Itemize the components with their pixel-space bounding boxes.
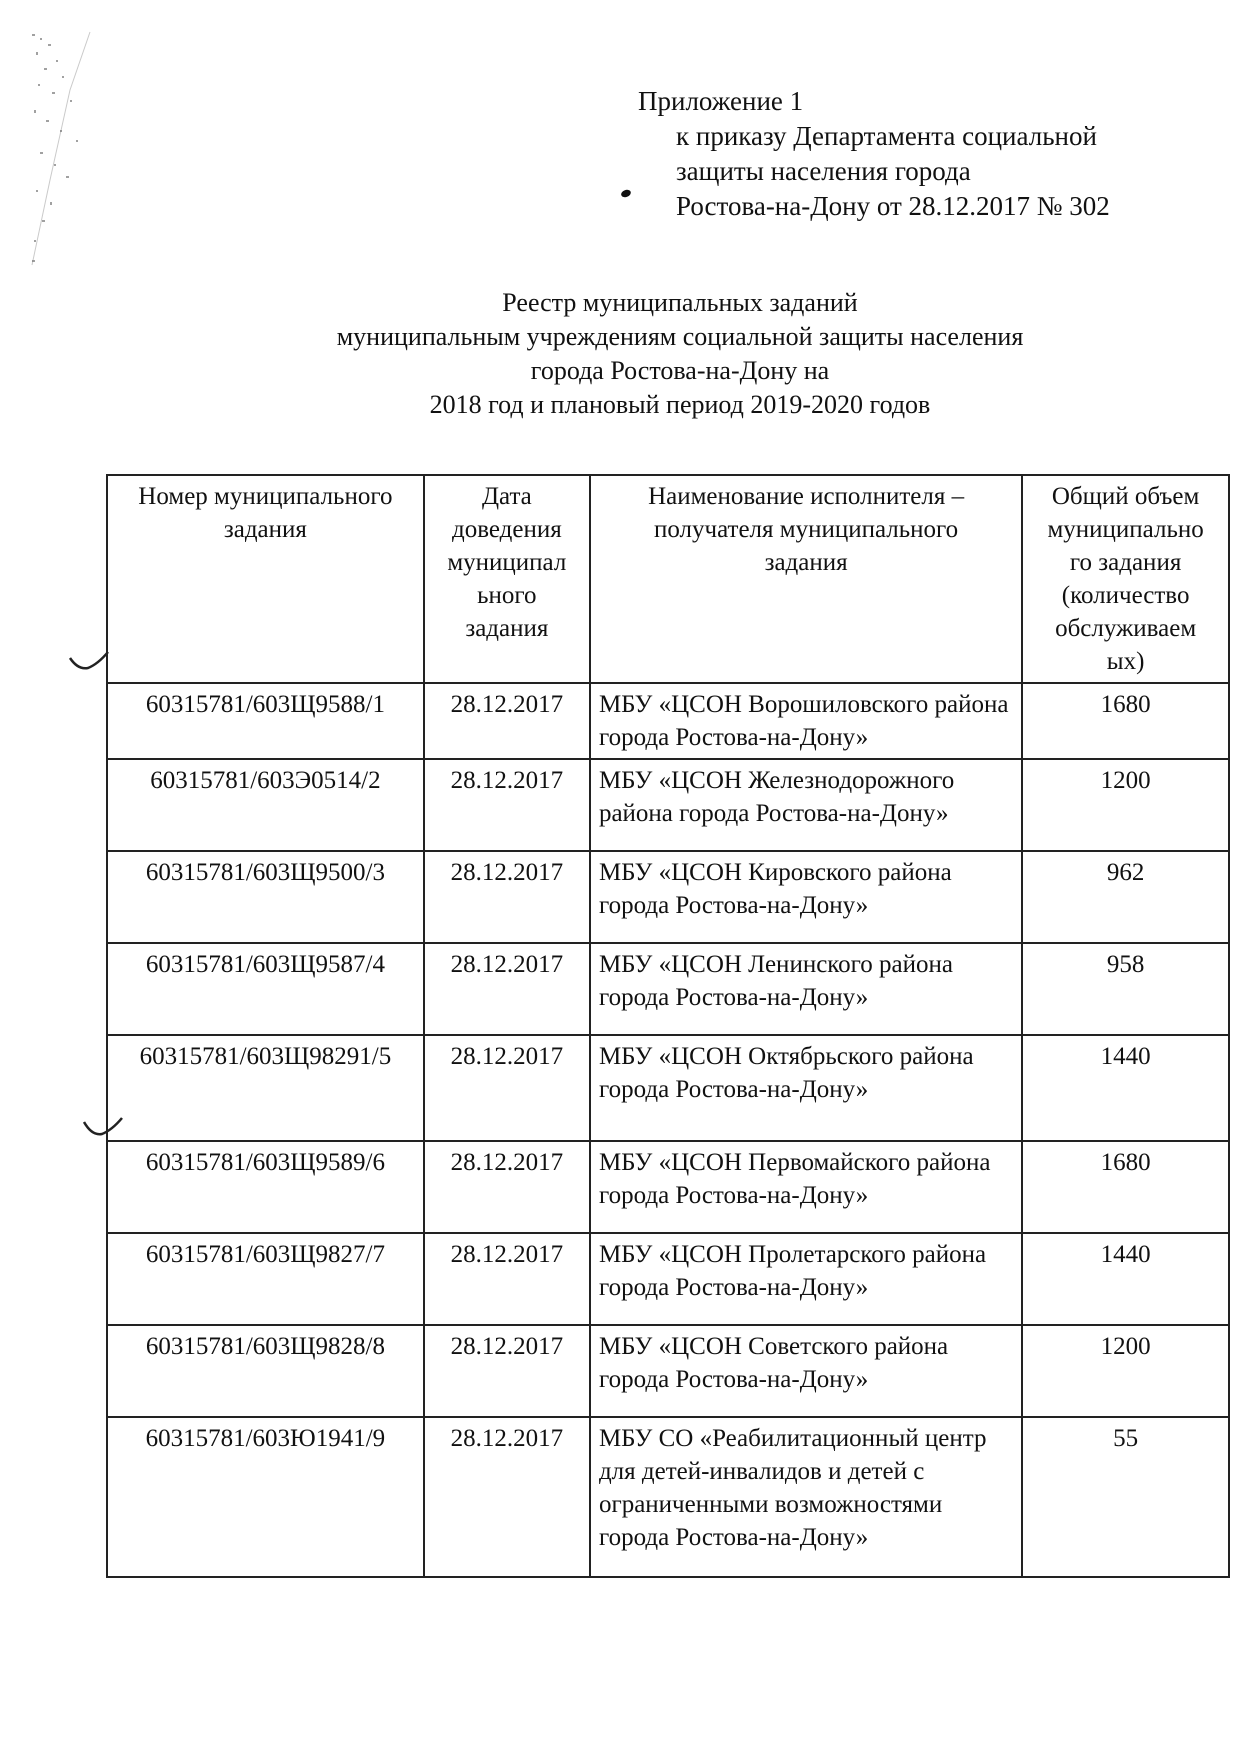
appendix-line-4: Ростова-на-Дону от 28.12.2017 № 302 [676, 191, 1110, 221]
scan-edge-mark [30, 30, 100, 270]
cell-volume: 1200 [1022, 759, 1229, 851]
cell-date: 28.12.2017 [424, 1417, 590, 1577]
table-row [107, 1141, 1229, 1233]
cell-name: МБУ СО «Реабилитационный центр для детей-инвалидов и детей с ограниченными возможностями города Ростова-на-Дону» [590, 1417, 1022, 1577]
cell-number: 60315781/603Щ9500/3 [107, 851, 424, 943]
cell-number: 60315781/603Щ9589/6 [107, 1141, 424, 1233]
cell-number: 60315781/603Щ9587/4 [107, 943, 424, 1035]
title-line-3: города Ростова-на-Дону на [530, 356, 830, 385]
header-number: Номер муниципального задания [107, 475, 424, 683]
title-line-2: муниципальным учреждениям социальной защиты населения [336, 322, 1024, 351]
cell-date: 28.12.2017 [424, 1233, 590, 1325]
cell-volume: 1680 [1022, 1141, 1229, 1233]
appendix-line-3: защиты населения города [676, 156, 971, 186]
document-title [180, 286, 1180, 422]
cell-date: 28.12.2017 [424, 759, 590, 851]
cell-volume: 962 [1022, 851, 1229, 943]
cell-name: МБУ «ЦСОН Железнодорожного района города Ростова-на-Дону» [590, 759, 1022, 851]
cell-volume: 1200 [1022, 1325, 1229, 1417]
cell-number: 60315781/603Щ9828/8 [107, 1325, 424, 1417]
table-row [107, 1035, 1229, 1141]
cell-number: 60315781/603Ю1941/9 [107, 1417, 424, 1577]
cell-name: МБУ «ЦСОН Ленинского района города Ростова-на-Дону» [590, 943, 1022, 1035]
cell-volume: 1440 [1022, 1035, 1229, 1141]
cell-number: 60315781/603Щ98291/5 [107, 1035, 424, 1141]
cell-date: 28.12.2017 [424, 683, 590, 759]
cell-name: МБУ «ЦСОН Первомайского района города Ростова-на-Дону» [590, 1141, 1022, 1233]
appendix-line-2: к приказу Департамента социальной [676, 121, 1097, 151]
header-volume: Общий объем муниципально го задания (количество обслуживаем ых) [1022, 475, 1229, 683]
table-row [107, 683, 1229, 759]
header-date: Дата доведения муниципал ьного задания [424, 475, 590, 683]
cell-number: 60315781/603Щ9588/1 [107, 683, 424, 759]
cell-volume: 55 [1022, 1417, 1229, 1577]
cell-date: 28.12.2017 [424, 1035, 590, 1141]
cell-name: МБУ «ЦСОН Кировского района города Ростова-на-Дону» [590, 851, 1022, 943]
ink-dot [620, 189, 632, 199]
cell-name: МБУ «ЦСОН Пролетарского района города Ростова-на-Дону» [590, 1233, 1022, 1325]
cell-name: МБУ «ЦСОН Октябрьского района города Ростова-на-Дону» [590, 1035, 1022, 1141]
cell-date: 28.12.2017 [424, 851, 590, 943]
cell-date: 28.12.2017 [424, 1325, 590, 1417]
cell-volume: 1680 [1022, 683, 1229, 759]
table-row [107, 1233, 1229, 1325]
cell-date: 28.12.2017 [424, 1141, 590, 1233]
title-line-4: 2018 год и плановый период 2019-2020 годов [429, 390, 931, 419]
cell-date: 28.12.2017 [424, 943, 590, 1035]
cell-number: 60315781/603Э0514/2 [107, 759, 424, 851]
table-row [107, 759, 1229, 851]
cell-name: МБУ «ЦСОН Советского района города Ростова-на-Дону» [590, 1325, 1022, 1417]
table-row [107, 943, 1229, 1035]
appendix-header [638, 84, 1198, 224]
table-header-row [107, 475, 1229, 683]
cell-volume: 1440 [1022, 1233, 1229, 1325]
cell-volume: 958 [1022, 943, 1229, 1035]
table-row [107, 1325, 1229, 1417]
table-row [107, 851, 1229, 943]
cell-number: 60315781/603Щ9827/7 [107, 1233, 424, 1325]
title-line-1: Реестр муниципальных заданий [502, 288, 858, 317]
cell-name: МБУ «ЦСОН Ворошиловского района города Ростова-на-Дону» [590, 683, 1022, 759]
registry-table [106, 474, 1230, 1578]
header-name: Наименование исполнителя – получателя муниципального задания [590, 475, 1022, 683]
table-row [107, 1417, 1229, 1577]
appendix-line-1: Приложение 1 [638, 86, 804, 116]
